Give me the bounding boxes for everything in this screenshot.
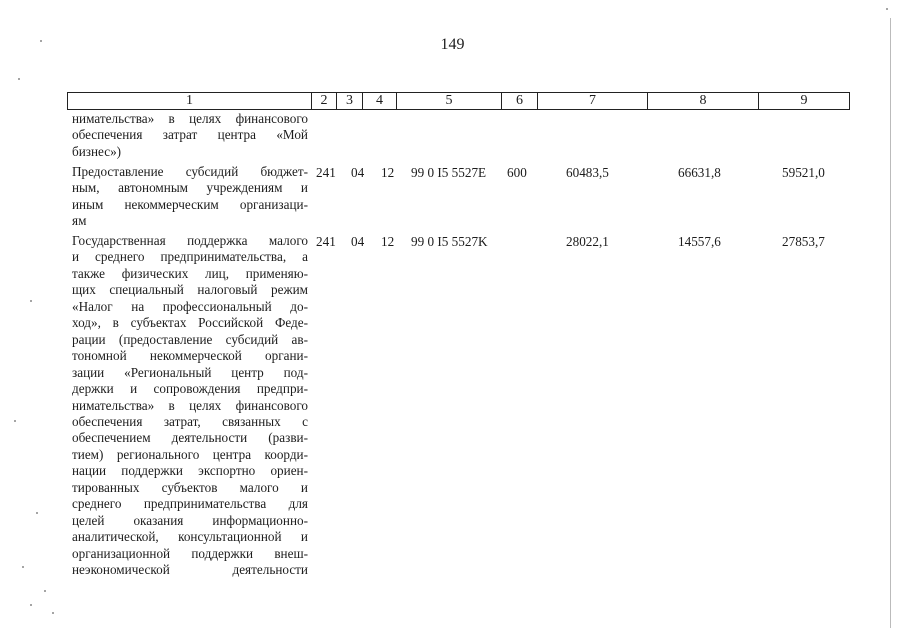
desc-line: обеспечением деятельности (разви- bbox=[72, 430, 308, 446]
scan-speck bbox=[40, 40, 42, 42]
header-col-4: 4 bbox=[363, 93, 397, 109]
header-col-6: 6 bbox=[502, 93, 538, 109]
desc-line: целей оказания информационно- bbox=[72, 512, 308, 528]
desc-line: тированных субъектов малого и bbox=[72, 479, 308, 495]
desc-line: тономной некоммерческой органи- bbox=[72, 348, 308, 364]
cell-col-8: 66631,8 bbox=[678, 165, 721, 180]
cell-col-8: 14557,6 bbox=[678, 234, 721, 249]
table-header-row bbox=[67, 92, 850, 110]
desc-line: аналитической, консультационной и bbox=[72, 529, 308, 545]
desc-line: Государственная поддержка малого bbox=[72, 233, 308, 248]
cell-col-7: 28022,1 bbox=[566, 234, 609, 249]
page-number: 149 bbox=[440, 36, 465, 53]
header-col-2: 2 bbox=[312, 93, 337, 109]
desc-line: иным некоммерческим организаци- bbox=[72, 196, 308, 212]
desc-line: бизнес») bbox=[72, 143, 122, 159]
desc-line: Предоставление субсидий бюджет- bbox=[72, 164, 308, 179]
scan-speck bbox=[22, 566, 24, 568]
cell-col-6: 600 bbox=[507, 165, 527, 180]
desc-line: щих специальный налоговый режим bbox=[72, 282, 308, 298]
desc-line: обеспечения затрат центра «Мой bbox=[72, 127, 308, 143]
scan-speck bbox=[52, 612, 54, 614]
desc-line: держки и сопровождения предпри- bbox=[72, 381, 308, 397]
cell-col-4: 12 bbox=[381, 234, 395, 249]
row-description bbox=[72, 164, 308, 230]
header-col-3: 3 bbox=[337, 93, 363, 109]
cell-col-7: 60483,5 bbox=[566, 165, 609, 180]
desc-line: и среднего предпринимательства, а bbox=[72, 249, 308, 265]
desc-line: тием) регионального центра коорди- bbox=[72, 446, 308, 462]
desc-line: среднего предпринимательства для bbox=[72, 496, 308, 512]
row-description bbox=[72, 111, 308, 160]
desc-line: нимательства» в целях финансового bbox=[72, 111, 308, 126]
cell-col-2: 241 bbox=[316, 165, 336, 180]
cell-col-5: 99 0 I5 5527K bbox=[411, 234, 488, 249]
desc-line: нимательства» в целях финансового bbox=[72, 397, 308, 413]
cell-col-4: 12 bbox=[381, 165, 395, 180]
desc-line: зации «Региональный центр под- bbox=[72, 364, 308, 380]
cell-col-5: 99 0 I5 5527E bbox=[411, 165, 487, 180]
desc-line: ход», в субъектах Российской Феде- bbox=[72, 315, 308, 331]
desc-line: нации поддержки экспортно ориен- bbox=[72, 463, 308, 479]
desc-line: рации (предоставление субсидий ав- bbox=[72, 331, 308, 347]
desc-line: ным, автономным учреждениям и bbox=[72, 180, 308, 196]
header-col-5: 5 bbox=[397, 93, 502, 109]
scan-speck bbox=[30, 604, 32, 606]
scan-speck bbox=[18, 78, 20, 80]
desc-line: организационной поддержки внеш- bbox=[72, 545, 308, 561]
scan-speck bbox=[14, 420, 16, 422]
scan-speck bbox=[886, 8, 888, 10]
cell-col-3: 04 bbox=[351, 234, 365, 249]
cell-col-3: 04 bbox=[351, 165, 365, 180]
cell-col-9: 59521,0 bbox=[782, 165, 825, 180]
scan-speck bbox=[44, 590, 46, 592]
desc-line: ям bbox=[72, 213, 87, 229]
cell-col-2: 241 bbox=[316, 234, 336, 249]
header-col-8: 8 bbox=[648, 93, 759, 109]
header-col-1: 1 bbox=[68, 93, 312, 109]
scan-speck bbox=[36, 512, 38, 514]
cell-col-9: 27853,7 bbox=[782, 234, 825, 249]
desc-line: неэкономической деятельности bbox=[72, 562, 308, 578]
scan-speck bbox=[30, 300, 32, 302]
desc-line: также физических лиц, применяю- bbox=[72, 265, 308, 281]
scan-edge-line bbox=[890, 18, 891, 628]
desc-line: обеспечения затрат, связанных с bbox=[72, 413, 308, 429]
desc-line: «Налог на профессиональный до- bbox=[72, 298, 308, 314]
header-col-7: 7 bbox=[538, 93, 648, 109]
header-col-9: 9 bbox=[800, 93, 808, 108]
row-description bbox=[72, 233, 308, 579]
